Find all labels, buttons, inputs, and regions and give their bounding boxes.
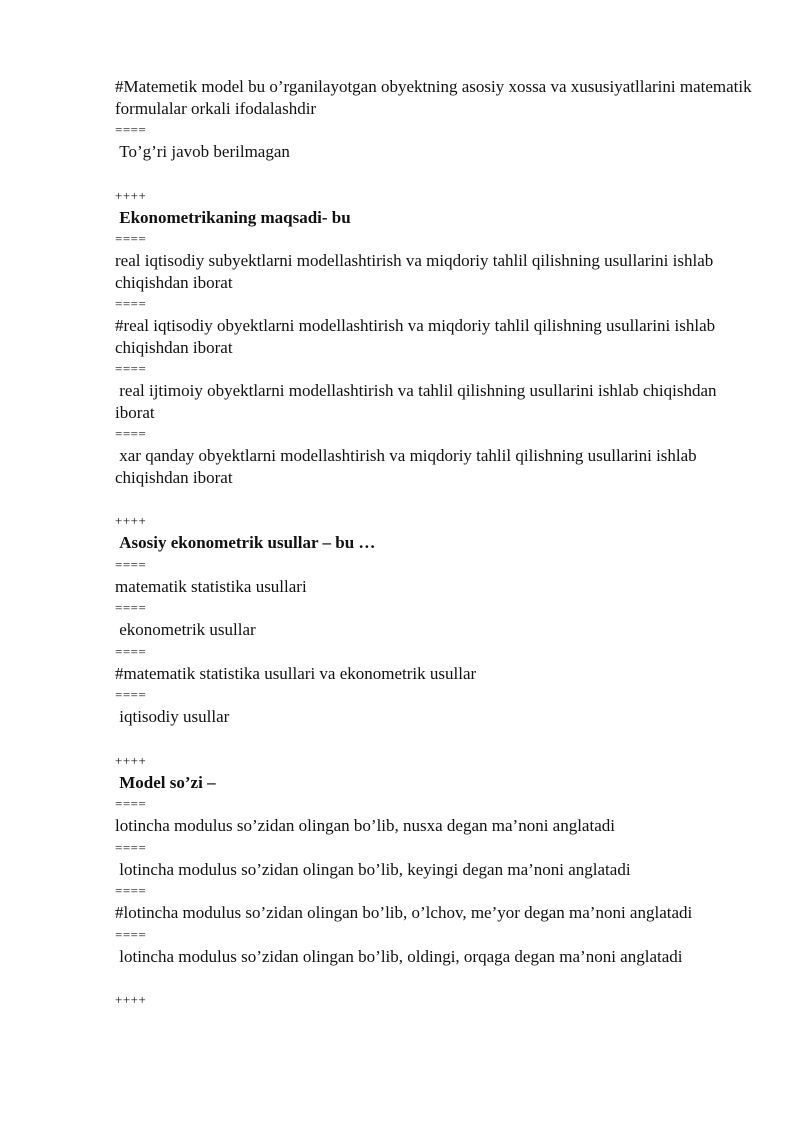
question-text: Ekonometrikaning maqsadi- bu — [115, 207, 351, 227]
answer-separator: ==== — [115, 687, 147, 702]
document-content — [115, 76, 755, 1011]
answer-option: real iqtisodiy subyektlarni modellashtirish va miqdoriy tahlil qilishning usullarini ishlab chiqishdan iborat — [115, 251, 718, 292]
answer-separator: ==== — [115, 556, 147, 572]
question-block — [115, 76, 755, 163]
question-block — [115, 185, 755, 489]
question-separator: ++++ — [115, 752, 147, 768]
answer-option: lotincha modulus so’zidan olingan bo’lib, nusxa degan ma’noni anglatadi — [115, 816, 615, 835]
answer-option: #Matemetik model bu o’rganilayotgan obyektning asosiy xossa va xususiyatllarini matematik formulalar orkali ifodalashdir — [115, 77, 756, 118]
question-text: Model so’zi – — [115, 772, 216, 792]
answer-option: lotincha modulus so’zidan olingan bo’lib, keyingi degan ma’noni anglatadi — [115, 859, 631, 879]
spacer — [115, 163, 755, 185]
answer-separator: ==== — [115, 926, 147, 942]
answer-separator: ==== — [115, 122, 147, 137]
spacer — [115, 488, 755, 510]
answer-option: ekonometrik usullar — [115, 620, 256, 639]
answer-option: lotincha modulus so’zidan olingan bo’lib, oldingi, orqaga degan ma’noni anglatadi — [115, 946, 683, 966]
answer-separator: ==== — [115, 231, 147, 246]
answer-separator: ==== — [115, 643, 147, 659]
answer-option: #matematik statistika usullari va ekonometrik usullar — [115, 663, 477, 683]
answer-separator: ==== — [115, 600, 147, 615]
question-text: Asosiy ekonometrik usullar – bu … — [115, 533, 376, 552]
answer-separator: ==== — [115, 361, 147, 376]
question-block — [115, 750, 755, 968]
answer-option: matematik statistika usullari — [115, 576, 307, 596]
answer-option: xar qanday obyektlarni modellashtirish va miqdoriy tahlil qilishning usullarini ishlab chiqishdan iborat — [115, 446, 701, 487]
spacer — [115, 967, 755, 989]
answer-option: iqtisodiy usullar — [115, 707, 230, 726]
question-separator: ++++ — [115, 992, 147, 1007]
answer-separator: ==== — [115, 796, 147, 811]
answer-separator: ==== — [115, 883, 147, 898]
question-separator: ++++ — [115, 513, 147, 528]
question-block — [115, 510, 755, 728]
answer-option: #real iqtisodiy obyektlarni modellashtirish va miqdoriy tahlil qilishning usullarini ishlab chiqishdan iborat — [115, 316, 720, 357]
spacer — [115, 728, 755, 750]
question-separator: ++++ — [115, 187, 147, 203]
answer-option: #lotincha modulus so’zidan olingan bo’lib, o’lchov, me’yor degan ma’noni anglatadi — [115, 903, 693, 922]
answer-separator: ==== — [115, 426, 147, 441]
answer-option: To’g’ri javob berilmagan — [115, 142, 290, 161]
answer-option: real ijtimoiy obyektlarni modellashtirish va tahlil qilishning usullarini ishlab chiqishdan iborat — [115, 381, 721, 422]
answer-separator: ==== — [115, 296, 147, 311]
answer-separator: ==== — [115, 839, 147, 855]
